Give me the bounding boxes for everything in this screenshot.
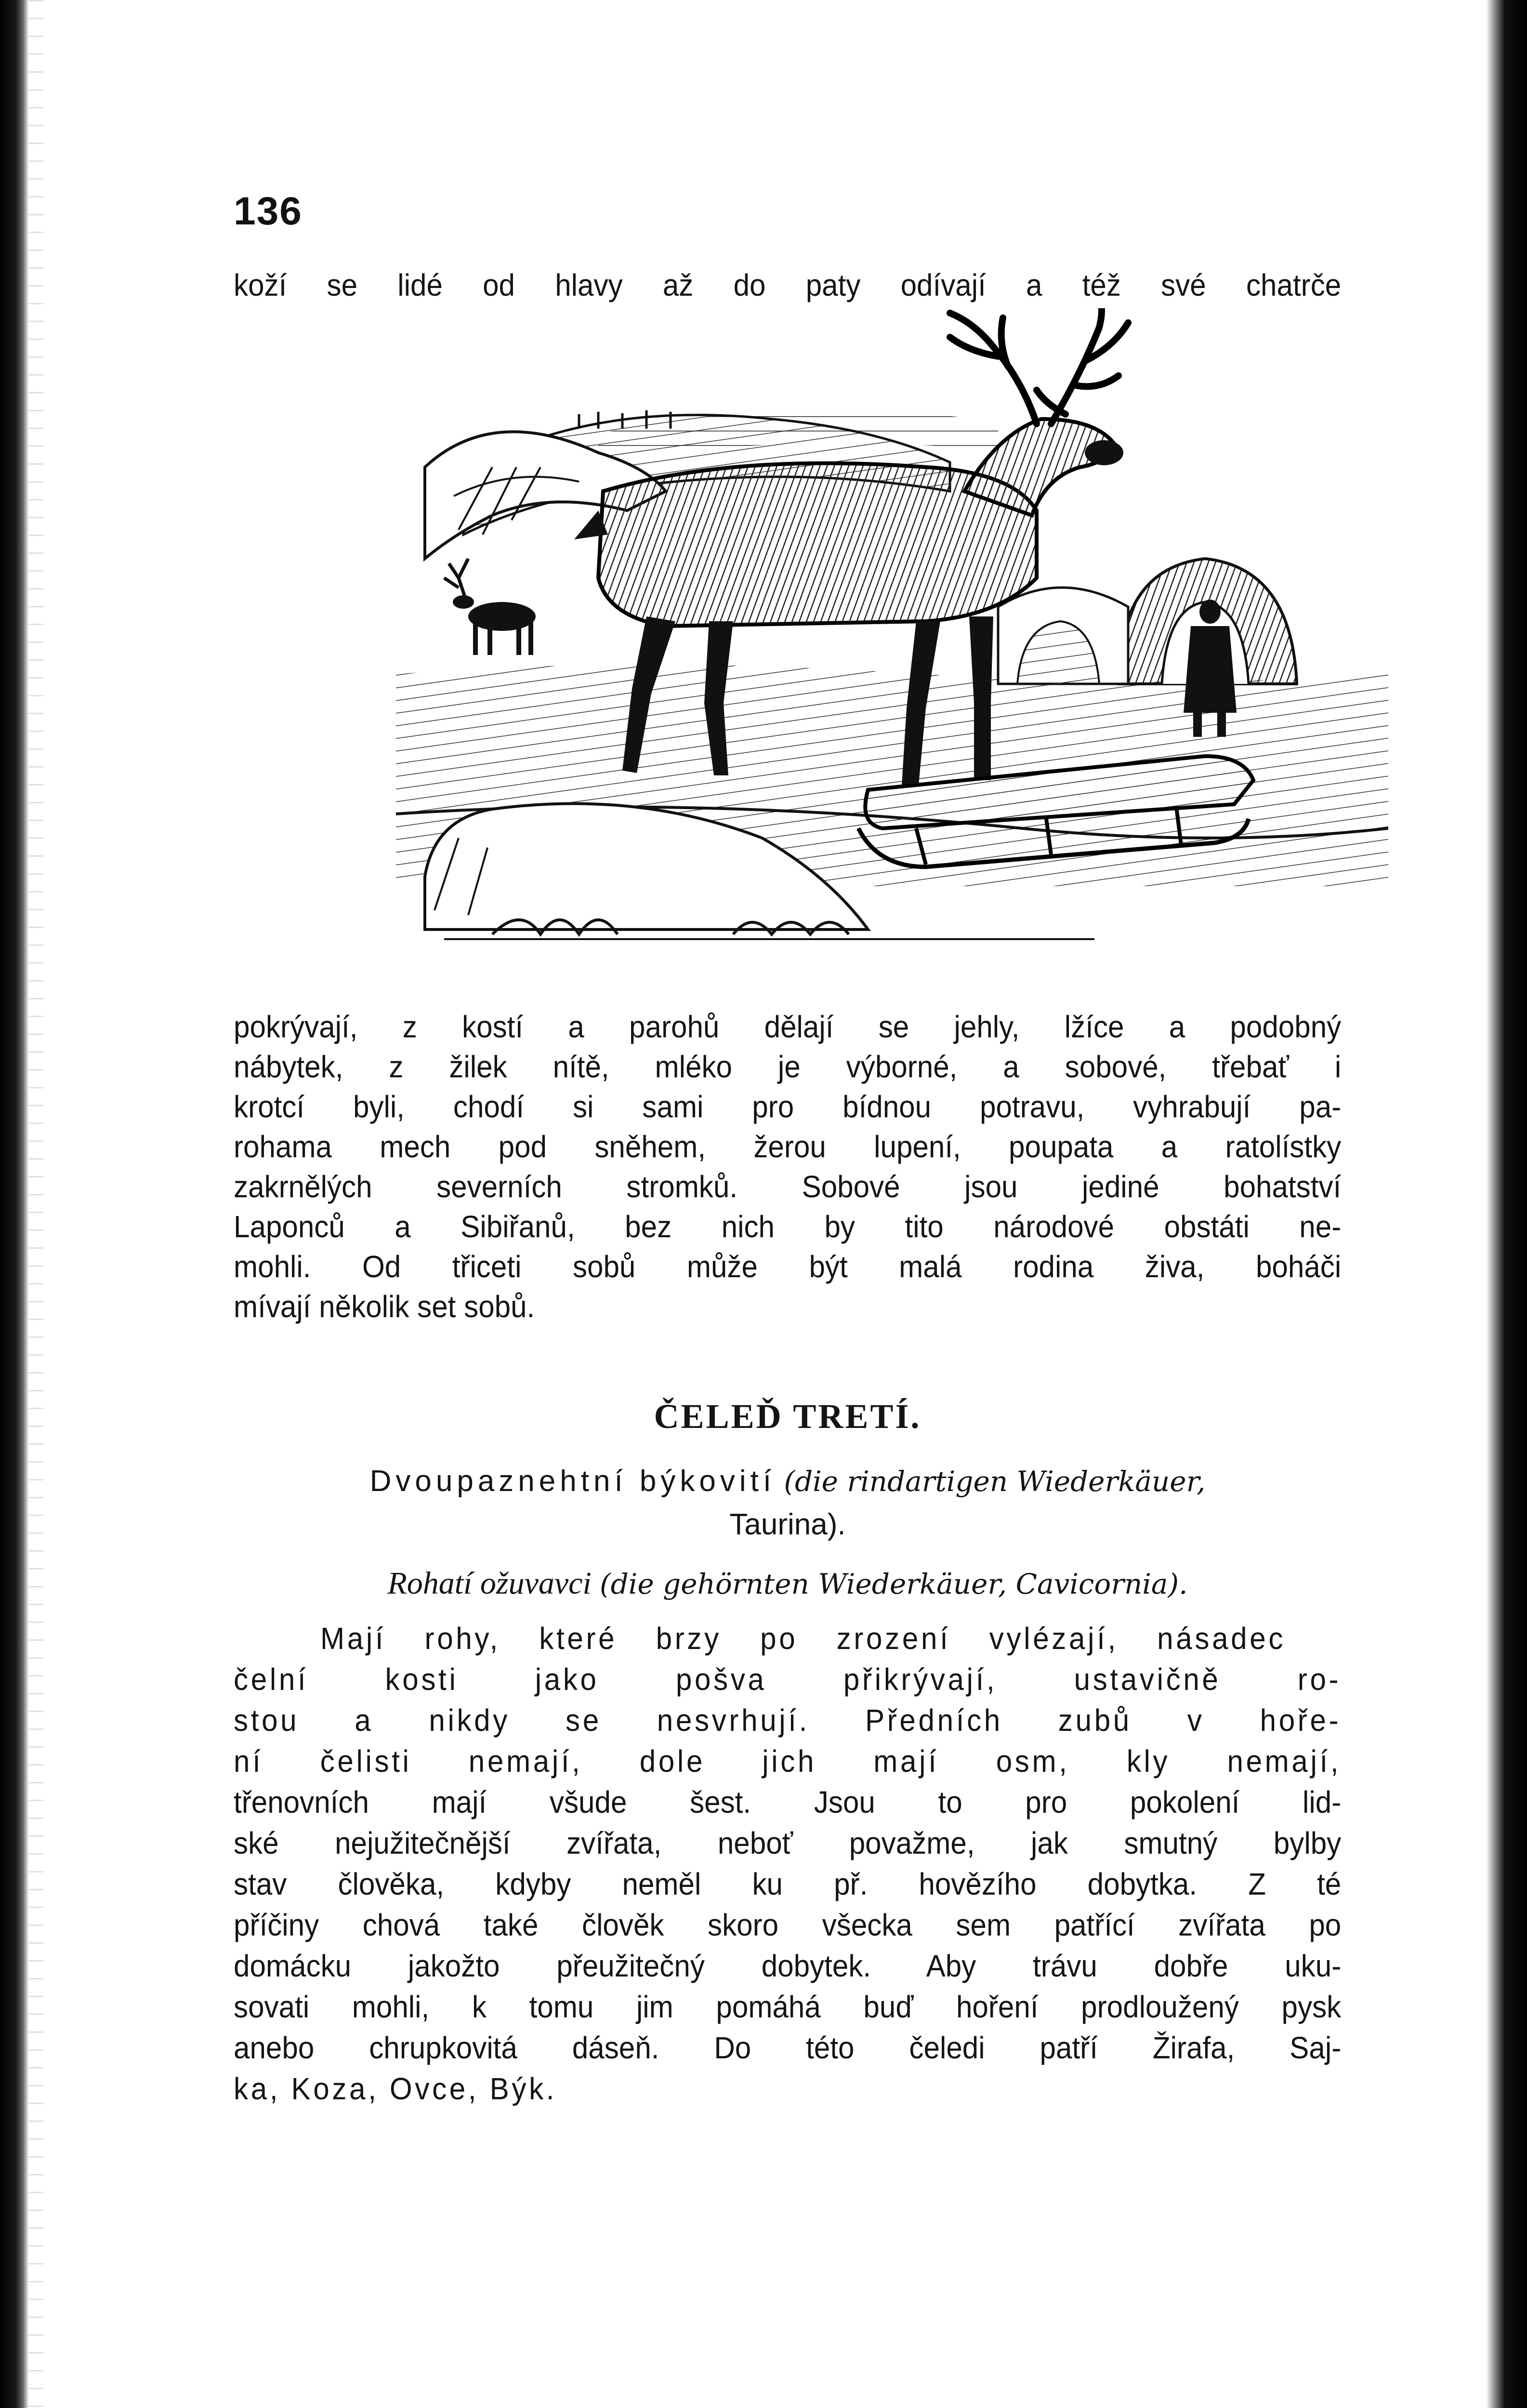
text-line: nábytek, z žilek nítě, mléko je výborné, a sobové, třebať i: [234, 1049, 1342, 1084]
text-line: ka, Koza, Ovce, Býk.: [234, 2071, 557, 2106]
section-heading: ČELEĎ TRETÍ.: [654, 1397, 921, 1436]
text-line: zakrnělých severních stromků. Sobové jsou jediné bohatství: [234, 1169, 1342, 1204]
small-reindeer: [444, 559, 536, 655]
subtitle-german: (die rindartigen Wiederkäuer,: [784, 1465, 1206, 1498]
text-line: mohli. Od třiceti sobů může být malá rodina živa, boháči: [234, 1249, 1342, 1284]
text-line: Laponců a Sibiřanů, bez nich by tito národové obstáti ne-: [234, 1209, 1342, 1244]
book-page: [226, 0, 1349, 2408]
group-name-czech: Rohatí ožuvavci: [387, 1566, 592, 1601]
text-line: koží se lidé od hlavy až do paty odívají a též své chatrče: [234, 268, 1342, 302]
text-line: pokrývají, z kostí a parohů dělají se jehly, lžíce a podobný: [234, 1009, 1342, 1044]
group-heading: [226, 1565, 1349, 1602]
text-line: domácku jakožto přeužitečný dobytek. Aby trávu dobře uku-: [234, 1949, 1342, 1983]
subtitle-latin: Taurina).: [729, 1508, 846, 1541]
text-line: anebo chrupkovitá dáseň. Do této čeledi patří Žirafa, Saj-: [234, 2030, 1342, 2065]
scan-left-edge-noise: [29, 0, 43, 2408]
subtitle-czech: Dvoupaznehtní býkovití: [369, 1465, 776, 1498]
text-line: stav člověka, kdyby neměl ku př. hovězího dobytka. Z té: [234, 1867, 1342, 1901]
scan-left-edge: [0, 0, 29, 2408]
text-line: ské nejužitečnější zvířata, neboť považme, jak smutný bylby: [234, 1826, 1342, 1860]
reindeer-illustration: [396, 308, 1388, 997]
scan-right-edge: [1486, 0, 1527, 2408]
text-line: stou a nikdy se nesvrhují. Předních zubů v hoře-: [234, 1703, 1342, 1738]
text-line: třenovních mají všude šest. Jsou to pro pokolení lid-: [234, 1785, 1342, 1819]
text-line: krotcí byli, chodí si sami pro bídnou potravu, vyhrabují pa-: [234, 1089, 1342, 1124]
text-line: Mají rohy, které brzy po zrození vylézají, násadec: [320, 1621, 1286, 1656]
text-line: čelní kosti jako pošva přikrývají, ustavičně ro-: [234, 1662, 1342, 1697]
group-name-german: (die gehörnten Wiederkäuer, Cavicornia).: [600, 1568, 1188, 1600]
page-number: 136: [234, 189, 303, 233]
text-line: ní čelisti nemají, dole jich mají osm, kly nemají,: [234, 1744, 1342, 1779]
text-line: rohama mech pod sněhem, žerou lupení, poupata a ratolístky: [234, 1129, 1342, 1164]
family-subtitle: [226, 1464, 1349, 1498]
text-line: mívají několik set sobů.: [234, 1289, 535, 1324]
text-line: sovati mohli, k tomu jim pomáhá buď hoření prodloužený pysk: [234, 1989, 1342, 2024]
text-line: příčiny chová také člověk skoro všecka sem patřící zvířata po: [234, 1908, 1342, 1942]
